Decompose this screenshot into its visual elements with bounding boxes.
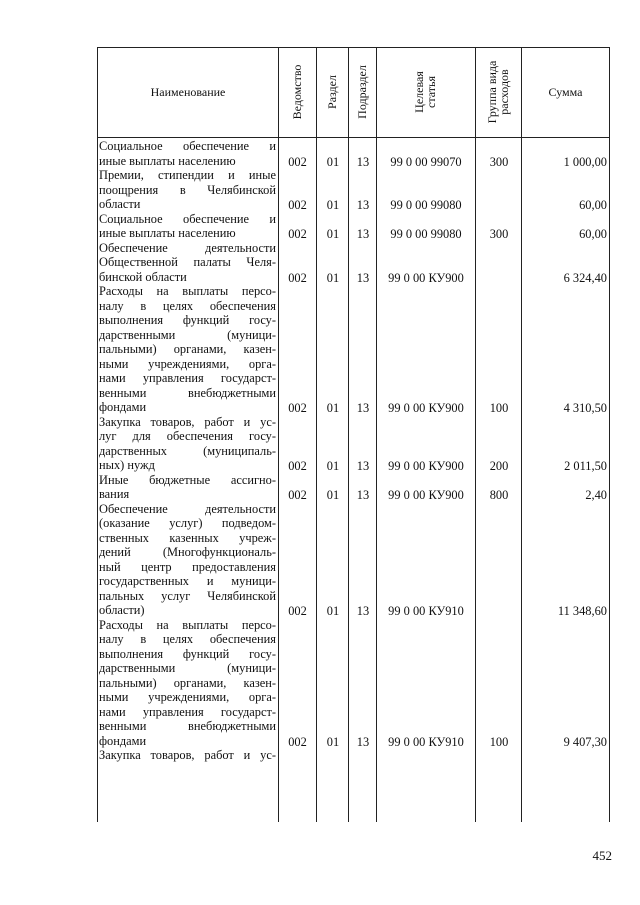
row-name xyxy=(99,168,276,212)
target-article-cell: 99 0 00 99080 xyxy=(390,227,462,241)
row-name xyxy=(99,139,276,168)
row-name xyxy=(99,748,276,763)
row-name-line: Закупка товаров, работ и ус- xyxy=(99,414,276,429)
header-razdel: Раздел xyxy=(325,75,339,109)
row-name-line: дарственными (муници- xyxy=(99,661,276,675)
row-name xyxy=(99,241,276,285)
target-article-cell: 99 0 00 КУ910 xyxy=(388,604,464,618)
razdel-cell: 01 xyxy=(326,604,340,618)
sum-cell: 2,40 xyxy=(585,488,607,502)
vedomstvo-cell: 002 xyxy=(288,488,307,502)
header-podrazdel: Подраздел xyxy=(355,65,369,119)
sum-cell: 60,00 xyxy=(579,227,607,241)
expense-group-cell: 300 xyxy=(489,227,509,241)
vedomstvo-cell: 002 xyxy=(288,154,307,169)
row-name-line: Иные бюджетные ассигно- xyxy=(99,472,276,487)
row-name-line: дарственными (муници- xyxy=(99,327,276,342)
vedomstvo-cell: 002 xyxy=(288,227,307,241)
header-target-article: Целевая статья xyxy=(412,71,438,113)
row-name-line: луг для обеспечения госу- xyxy=(99,429,276,443)
row-name-line: венными внебюджетными xyxy=(99,385,276,400)
podrazdel-cell: 13 xyxy=(356,488,370,502)
expense-group-cell: 100 xyxy=(489,401,509,415)
vedomstvo-cell: 002 xyxy=(288,734,307,749)
row-name-line: нами управления государст- xyxy=(99,704,276,719)
vedomstvo-cell: 002 xyxy=(288,401,307,415)
vedomstvo-cell: 002 xyxy=(288,270,307,285)
sum-cell: 6 324,40 xyxy=(563,270,607,285)
sum-cell: 9 407,30 xyxy=(563,734,607,749)
podrazdel-cell: 13 xyxy=(356,227,370,241)
expense-group-cell: 300 xyxy=(489,154,509,169)
row-name-line: венными внебюджетными xyxy=(99,719,276,733)
row-name-line: ный центр предоставления xyxy=(99,559,276,574)
razdel-cell: 01 xyxy=(326,401,340,415)
row-name xyxy=(99,618,276,749)
row-name-line: нами управления государст- xyxy=(99,371,276,385)
row-name-line: Общественной палаты Челя- xyxy=(99,255,276,269)
row-name-line: фондами xyxy=(99,733,147,748)
header-bottom-border xyxy=(97,137,610,138)
target-article-cell: 99 0 00 99080 xyxy=(390,198,462,212)
row-name-line: Социальное обеспечение и xyxy=(99,211,276,226)
row-name-line: выполнения функций госу- xyxy=(99,313,276,327)
row-name-line: налу в целях обеспечения xyxy=(99,632,276,646)
row-name-line: (оказание услуг) подведом- xyxy=(99,516,276,530)
razdel-cell: 01 xyxy=(326,270,340,285)
header-vedomstvo: Ведомство xyxy=(290,64,304,120)
column-divider xyxy=(521,47,522,822)
podrazdel-cell: 13 xyxy=(356,604,370,618)
row-name-line: Обеспечение деятельности xyxy=(99,240,276,255)
expense-group-cell: 200 xyxy=(489,459,509,473)
row-name-line: налу в целях обеспечения xyxy=(99,298,276,313)
row-name-line: ных) нужд xyxy=(99,458,155,472)
row-name-line: выполнения функций госу- xyxy=(99,646,276,661)
sum-cell: 11 348,60 xyxy=(557,604,607,618)
vedomstvo-cell: 002 xyxy=(288,459,307,473)
row-name xyxy=(99,212,276,241)
target-article-cell: 99 0 00 99070 xyxy=(390,154,462,169)
razdel-cell: 01 xyxy=(326,198,340,212)
sum-cell: 4 310,50 xyxy=(563,401,607,415)
row-name-line: государственных и муници- xyxy=(99,574,276,588)
header-name: Наименование xyxy=(150,85,226,99)
sum-cell: 60,00 xyxy=(579,198,607,212)
row-name-line: Премии, стипендии и иные xyxy=(99,168,276,182)
row-name-line: иные выплаты населению xyxy=(99,226,236,240)
target-article-cell: 99 0 00 КУ910 xyxy=(388,734,464,749)
table-left-border xyxy=(97,47,98,822)
column-divider xyxy=(316,47,317,822)
row-name-line: Социальное обеспечение и xyxy=(99,139,276,153)
sum-cell: 1 000,00 xyxy=(563,154,607,169)
row-name-line: дарственных (муниципаль- xyxy=(99,443,276,458)
row-name xyxy=(99,284,276,415)
row-name-line: пальных услуг Челябинской xyxy=(99,588,276,603)
razdel-cell: 01 xyxy=(326,154,340,169)
column-divider xyxy=(348,47,349,822)
vedomstvo-cell: 002 xyxy=(288,604,307,618)
razdel-cell: 01 xyxy=(326,459,340,473)
column-divider xyxy=(376,47,377,822)
table-right-border xyxy=(609,47,610,822)
row-name-line: фондами xyxy=(99,400,147,414)
podrazdel-cell: 13 xyxy=(356,270,370,285)
column-divider xyxy=(278,47,279,822)
row-name-line: пальными) органами, казен- xyxy=(99,342,276,356)
row-name-line: иные выплаты населению xyxy=(99,153,236,168)
header-expense-group: Группа вида расходов xyxy=(485,60,511,124)
row-name xyxy=(99,473,276,502)
target-article-cell: 99 0 00 КУ900 xyxy=(388,401,464,415)
vedomstvo-cell: 002 xyxy=(288,198,307,212)
page-number: 452 xyxy=(592,848,612,863)
row-name-line: вания xyxy=(99,487,130,501)
row-name-line: Закупка товаров, работ и ус- xyxy=(99,748,276,762)
razdel-cell: 01 xyxy=(326,488,340,502)
podrazdel-cell: 13 xyxy=(356,734,370,749)
header-sum: Сумма xyxy=(548,85,583,99)
target-article-cell: 99 0 00 КУ900 xyxy=(388,270,464,285)
row-name-line: области) xyxy=(99,603,145,617)
target-article-cell: 99 0 00 КУ900 xyxy=(388,459,464,473)
row-name xyxy=(99,502,276,618)
sum-cell: 2 011,50 xyxy=(564,459,607,473)
row-name-line: пальными) органами, казен- xyxy=(99,675,276,690)
row-name-line: дений (Многофункциональ- xyxy=(99,545,276,559)
expense-group-cell: 800 xyxy=(489,488,509,502)
podrazdel-cell: 13 xyxy=(356,154,370,169)
row-name-line: Расходы на выплаты персо- xyxy=(99,284,276,298)
podrazdel-cell: 13 xyxy=(356,401,370,415)
row-name-line: ственных казенных учреж- xyxy=(99,530,276,545)
row-name xyxy=(99,415,276,473)
razdel-cell: 01 xyxy=(326,734,340,749)
target-article-cell: 99 0 00 КУ900 xyxy=(388,488,464,502)
row-name-line: ными учреждениями, орга- xyxy=(99,356,276,371)
razdel-cell: 01 xyxy=(326,227,340,241)
podrazdel-cell: 13 xyxy=(356,198,370,212)
column-divider xyxy=(475,47,476,822)
row-name-line: Расходы на выплаты персо- xyxy=(99,617,276,632)
row-name-line: Обеспечение деятельности xyxy=(99,501,276,516)
expense-group-cell: 100 xyxy=(489,734,509,749)
podrazdel-cell: 13 xyxy=(356,459,370,473)
row-name-line: бинской области xyxy=(99,269,187,284)
row-name-line: ными учреждениями, орга- xyxy=(99,690,276,704)
row-name-line: поощрения в Челябинской xyxy=(99,182,276,197)
row-name-line: области xyxy=(99,197,141,211)
